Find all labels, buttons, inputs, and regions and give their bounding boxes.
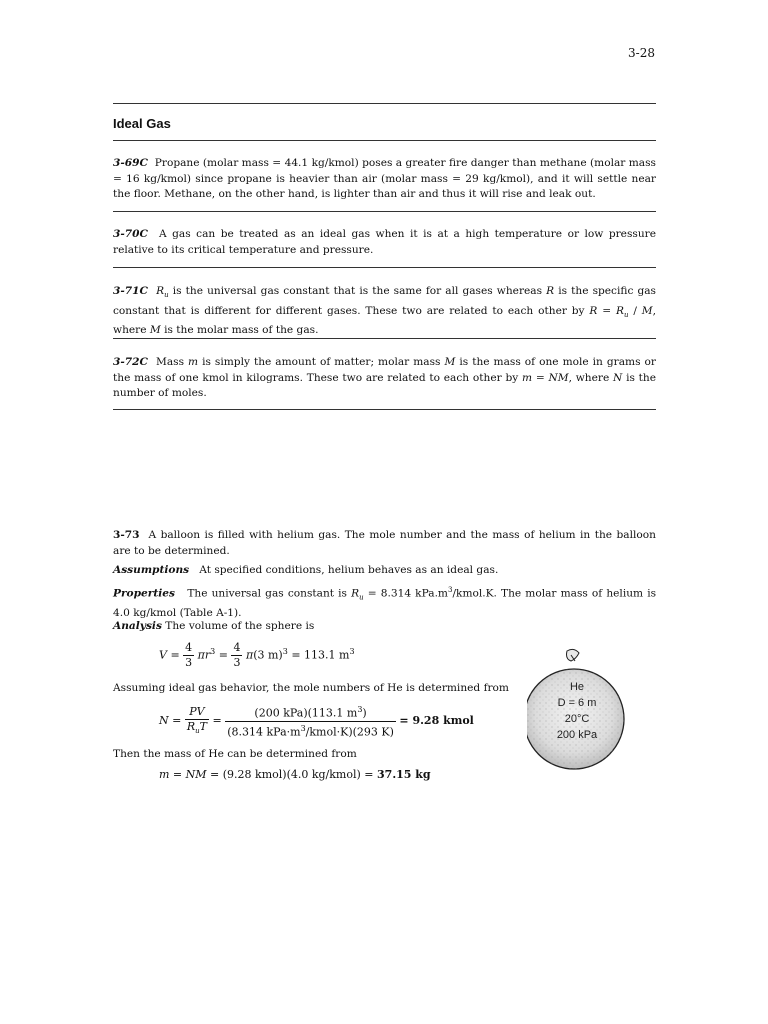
divider: [113, 211, 656, 212]
problem-3-70c: [113, 227, 656, 258]
divider: [113, 338, 656, 339]
section-title: Ideal Gas: [113, 116, 171, 131]
problem-text-4: , where: [568, 371, 610, 384]
mole-denominator-a: (8.314 kPa·m: [227, 725, 301, 739]
properties-label: Properties: [113, 587, 175, 600]
problem-text-3: is the mass of one mole in grams or the mass of one kmol in kilograms. These two are related to each other by: [113, 356, 656, 384]
problem-text-1: is the universal gas constant that is the same for all gases whereas: [172, 285, 543, 297]
problem-label: 3-69C: [113, 157, 148, 169]
volume-result: = 113.1 m: [291, 648, 350, 662]
problem-3-73-statement: [113, 528, 656, 559]
problem-text: A balloon is filled with helium gas. The mole number and the mass of helium in the balloon are to be determined.: [113, 529, 656, 557]
balloon-temperature-label: 20°C: [564, 713, 590, 725]
problem-text-4: is the molar mass of the gas.: [164, 324, 319, 337]
problem-text-5: is the number of moles.: [113, 371, 657, 399]
problem-3-71c: 3-71C $R_u$ is the universal gas constant that is the same for all gases whereas R is the specific gas constant that is different for different gases. These two are related to each other by $R = R_u / M$, where M is the molar mass of the gas.: [113, 285, 656, 337]
mass-equation: m = NM = (9.28 kmol)(4.0 kg/kmol) = 37.15 kg: [159, 768, 431, 781]
then-text: Then the mass of He can be determined from: [113, 748, 357, 760]
balloon-diameter-label: D = 6 m: [557, 697, 597, 709]
properties: Properties The universal gas constant is $R_u = 8.314$ $kPa.m^3/kmol.K$. The molar mass of helium is 4.0 kg/kmol (Table A-1).: [113, 586, 657, 620]
properties-text-2: = 8.314 kPa.m: [367, 587, 448, 600]
mole-denominator-b: /kmol·K)(293 K): [305, 725, 394, 739]
divider: [113, 103, 656, 104]
problem-text: Propane (molar mass = 44.1 kg/kmol) poses a greater fire danger than methane (molar mass = 16 kg/kmol) since propane is heavier than air (molar mass = 29 kg/kmol), and it will settle near the floor. Methane, on the other hand, is lighter than air and thus it will rise and leak out.: [113, 157, 656, 200]
problem-label: 3-72C: [113, 356, 148, 368]
properties-text-3: /kmol.K. The molar mass of helium is 4.0 kg/kmol (Table A-1).: [113, 587, 657, 620]
balloon-gas-label: He: [569, 681, 585, 693]
problem-text-2: is simply the amount of matter; molar mass: [202, 356, 441, 368]
assumptions-text: At specified conditions, helium behaves as an ideal gas.: [199, 564, 499, 576]
mole-result: = 9.28 kmol: [399, 714, 474, 728]
analysis-label: Analysis: [113, 620, 162, 632]
volume-equation: V = $\frac{4}{3}$ $\pi r^3$ = $\frac{4}{3}$ π(3 m)$^3$ = 113.1 $m^3$: [159, 641, 355, 669]
problem-label: 3-71C: [113, 285, 148, 297]
assumptions-label: Assumptions: [113, 564, 190, 576]
problem-label: 3-70C: [113, 228, 148, 240]
mole-numerator: (200 kPa)(113.1 m: [254, 706, 358, 720]
problem-text-1: Mass: [155, 356, 185, 368]
problem-label: 3-73: [113, 529, 140, 541]
problem-3-69c: [113, 156, 656, 203]
divider: [113, 267, 656, 268]
divider: [113, 140, 656, 141]
analysis: [113, 619, 656, 635]
mass-result: 37.15 kg: [377, 768, 431, 781]
ideal-gas-text: Assuming ideal gas behavior, the mole numbers of He is determined from: [113, 682, 509, 694]
balloon-figure: [527, 647, 627, 787]
divider: [113, 409, 656, 410]
problem-text-3: , where: [113, 304, 656, 337]
balloon-pressure-label: 200 kPa: [556, 729, 598, 741]
properties-text-1: The universal gas constant is: [187, 587, 347, 600]
problem-text: A gas can be treated as an ideal gas when it is at a high temperature or low pressure relative to its critical temperature and pressure.: [113, 228, 656, 256]
problem-3-72c: 3-72C Mass m is simply the amount of matter; molar mass M is the mass of one mole in grams or the mass of one kmol in kilograms. These two are related to each other by m = NM, where N is the number of moles.: [113, 356, 657, 399]
page-number: 3-28: [628, 46, 655, 60]
mass-equation-text: = (9.28 kmol)(4.0 kg/kmol) =: [210, 768, 374, 781]
problem-text-2: is the specific gas constant that is different for different gases. These two are related to each other by: [113, 285, 656, 317]
assumptions: [113, 563, 656, 579]
analysis-text: The volume of the sphere is: [165, 620, 315, 632]
mole-equation: N = $\frac{PV}{R_uT}$ = $\frac{(200 kPa)(113.1 m^3)}{(8.314 kPa\cdot m^3/kmol\cdot K)(293 K)}$ = 9.28 kmol: [159, 704, 474, 739]
